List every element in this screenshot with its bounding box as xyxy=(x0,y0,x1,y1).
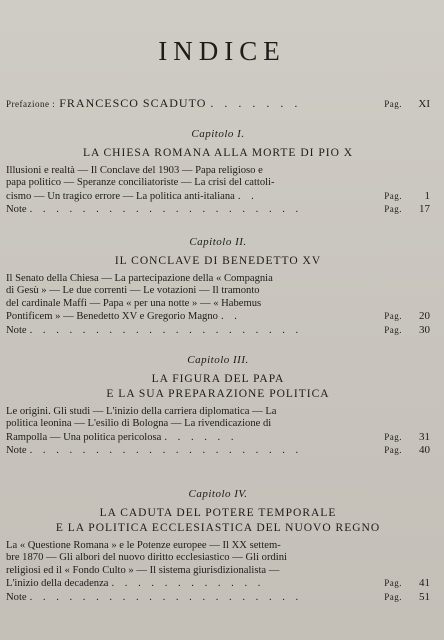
page-number: 17 xyxy=(419,203,430,216)
toc-entry xyxy=(6,190,430,203)
toc-text-line xyxy=(6,298,430,310)
page-number: 51 xyxy=(419,590,430,603)
toc-text-line xyxy=(6,177,430,189)
dot-leader: . . xyxy=(220,311,241,323)
entry-text: di Gesù » — Le due correnti — Le votazioni — Il tramonto xyxy=(6,285,260,297)
preface-entry xyxy=(6,96,430,111)
toc-text-line xyxy=(6,540,430,552)
pag-label: Pag. xyxy=(384,591,402,602)
chapter-section xyxy=(6,128,430,217)
pag-label: Pag. xyxy=(384,204,402,215)
dot-leader: . . . . . . . . . . . . . . . . . . . . . xyxy=(29,324,303,336)
page-number: XI xyxy=(418,98,430,110)
toc-entry xyxy=(6,577,430,590)
page-number: 41 xyxy=(419,577,430,590)
dot-leader: . . . . . . . . . . . . . . . . . . . . . xyxy=(29,204,303,216)
chapter-title: E LA POLITICA ECCLESIASTICA DEL NUOVO REGNO xyxy=(55,522,381,534)
dot-leader: . . xyxy=(237,190,258,202)
preface-author: FRANCESCO SCADUTO xyxy=(59,96,207,110)
chapter-section xyxy=(6,354,430,458)
entry-text: Il Senato della Chiesa — La partecipazione della « Compagnia xyxy=(6,273,273,284)
chapter-label: Capitolo IV. xyxy=(188,488,248,500)
pag-label: Pag. xyxy=(384,99,402,109)
dot-leader: . . . . . . . . . . . . xyxy=(111,578,265,590)
toc-text-line xyxy=(6,285,430,297)
page-number: 40 xyxy=(419,444,430,457)
entry-text: Note xyxy=(6,204,27,216)
entry-text: Note xyxy=(6,445,27,457)
toc-text-line xyxy=(6,552,430,564)
pag-label: Pag. xyxy=(384,445,402,456)
entry-text: Le origini. Gli studi — L'inizio della carriera diplomatica — La xyxy=(6,406,277,417)
entry-text: religiosi ed il « Fondo Culto » — Il sistema giurisdizionalista — xyxy=(6,564,280,576)
chapter-label: Capitolo III. xyxy=(187,354,249,366)
entry-text: politica leonina — L'esilio di Bologna — La rivendicazione di xyxy=(6,418,272,430)
entry-text: Illusioni e realtà — Il Conclave del 1903 — Papa religioso e xyxy=(6,165,263,176)
pag-label: Pag. xyxy=(384,324,402,335)
entry-text: cismo — Un tragico errore — La politica anti-italiana xyxy=(6,190,235,202)
entry-text: Rampolla — Una politica pericolosa xyxy=(6,431,162,443)
entry-text: bre 1870 — Gli albori del nuovo diritto ecclesiastico — Gli ordini xyxy=(6,552,287,564)
page-number: 30 xyxy=(419,323,430,336)
page-title: INDICE xyxy=(158,36,286,66)
chapter-label: Capitolo II. xyxy=(189,236,247,248)
pag-label: Pag. xyxy=(384,431,402,442)
dot-leader: . . . . . . . . . . . . . . . . . . . . . xyxy=(29,445,303,457)
chapter-title: E LA SUA PREPARAZIONE POLITICA xyxy=(106,388,330,400)
chapter-section xyxy=(6,236,430,337)
chapter-section xyxy=(6,488,430,604)
chapter-title: IL CONCLAVE DI BENEDETTO XV xyxy=(114,255,322,267)
toc-text-line xyxy=(6,165,430,177)
toc-entry xyxy=(6,203,430,216)
toc-entry xyxy=(6,324,430,337)
toc-entry xyxy=(6,591,430,604)
toc-text-line xyxy=(6,273,430,285)
pag-label: Pag. xyxy=(384,311,402,322)
entry-text: Note xyxy=(6,324,27,336)
entry-text: del cardinale Maffi — Papa « per una notte » — « Habemus xyxy=(6,297,262,309)
entry-text: L'inizio della decadenza xyxy=(6,578,109,590)
page-number: 20 xyxy=(419,310,430,323)
toc-entry xyxy=(6,444,430,457)
page-number: 31 xyxy=(419,430,430,443)
entry-text: Note xyxy=(6,591,27,603)
entry-text: papa politico — Speranze conciliatoriste — La crisi del cattoli- xyxy=(6,177,275,189)
page-number: 1 xyxy=(424,189,430,202)
pag-label: Pag. xyxy=(384,190,402,201)
toc-text-line xyxy=(6,406,430,418)
toc-entry xyxy=(6,310,430,323)
chapter-label: Capitolo I. xyxy=(191,128,245,140)
entry-text: Pontificem » — Benedetto XV e Gregorio Magno xyxy=(6,311,218,323)
chapter-title: LA CHIESA ROMANA ALLA MORTE DI PIO X xyxy=(82,147,354,159)
chapter-title: LA FIGURA DEL PAPA xyxy=(151,373,285,385)
toc-text-line xyxy=(6,565,430,577)
toc-entry xyxy=(6,431,430,444)
dot-leader: . . . . . . . xyxy=(210,96,302,110)
dot-leader: . . . . . . . . . . . . . . . . . . . . . xyxy=(29,591,303,603)
preface-label: Prefazione : xyxy=(6,99,56,109)
toc-text-line xyxy=(6,418,430,430)
dot-leader: . . . . . . xyxy=(164,431,238,443)
chapter-title: LA CADUTA DEL POTERE TEMPORALE xyxy=(99,507,337,519)
entry-text: La « Questione Romana » e le Potenze europee — Il XX settem- xyxy=(6,540,281,551)
pag-label: Pag. xyxy=(384,578,402,589)
